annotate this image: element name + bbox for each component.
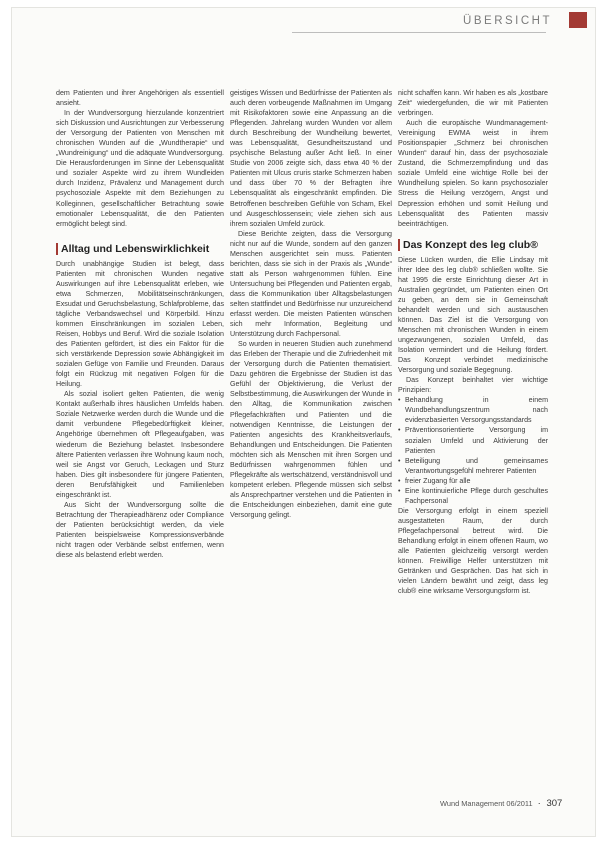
col2-body-paragraph: So wurden in neueren Studien auch zunehmend das Erleben der Therapie und die Zufriedenheit mit der Versorgung durch die Patienten thematisiert. Dazu gehören die Ergebnisse der Studien ist das Gefühl der Objektivierung, die Verlust der Selbstbestimmung, die Auswirkungen der Wunde in den Alltag, die Kommunikation zwischen Pflegefachkräften und Patienten und die notwendigen Kenntnisse, die Leistungen der Patienten angesichts des Krankheitsverlaufs, Behandlungen und Entscheidungen. Die Patienten möchten sich als Menschen mit ihren Sorgen und Bedürfnissen wahrgenommen fühlen und Pflegekräfte als wertschätzend, verständnisvoll und kompetent erleben. Pflegende müssen sich selbst als Ansprechpartner verstehen und die Patienten in die Entscheidungen einbeziehen, damit eine gute Versorgung gelingt. <box>230 340 392 519</box>
column-1 <box>56 88 224 560</box>
list-item: • freier Zugang für alle <box>405 476 548 486</box>
col1-body-paragraph: Als sozial isoliert gelten Patienten, die wenig Kontakt außerhalb ihres häuslichen Umfelds haben. Soziale Netzwerke werden durch die Wunde und die damit verbundene Pflegebedürftigkeit kleiner, Angehörige übernehmen oft Pflegeaufgaben, was wiederum die Beziehung belastet. Insbesondere ältere Patienten verlassen ihre Wohnung kaum noch, weil sie Angst vor Geruch, Leckagen und Sturz haben. Dies gilt insbesondere für jüngere Patienten, deren Berufsfähigkeit und Familienleben eingeschränkt ist. <box>56 390 224 499</box>
col2-body-paragraph: Diese Berichte zeigten, dass die Versorgung nicht nur auf die Wunde, sondern auf den ganzen Menschen ausgerichtet sein muss. Patienten berichten, dass sie sich in der Praxis als „Wunde“ statt als Person wahrgenommen fühlen. Eine Untersuchung bei Pflegenden und Patienten ergab, dass die Kommunikation über Alltagsbelastungen selten stattfindet und Bedürfnisse nur unzureichend erfasst werden. Die meisten Patienten wünschen sich mehr Information, Begleitung und Unterstützung durch Fachpersonal. <box>230 229 392 339</box>
col3-body-paragraph: Das Konzept beinhaltet vier wichtige Prinzipien: <box>398 376 548 395</box>
col3-body-paragraph: Diese Lücken wurden, die Ellie Lindsay mit ihrer Idee des leg club® schließen wollte. Sie hat 1995 die erste Einrichtung dieser Art in Australien gegründet, um Patienten einen Ort zu geben, an dem sie in Gemeinschaft behandelt werden und sich austauschen können. Das Ziel ist die Versorgung von Menschen mit chronischen Wunden in einem ungezwungenen, sozialen Umfeld, das Isolation vermindert und die Heilung fördert. Das Konzept verbindet medizinische Versorgung und soziale Begegnung. <box>398 255 548 375</box>
list-item: • Behandlung in einem Wundbehandlungszentrum nach evidenzbasierten Versorgungsstandards <box>405 395 548 425</box>
col3-outro-paragraph: Die Versorgung erfolgt in einem speziell ausgestatteten Raum, der durch Pflegefachpersonal betreut wird. Die Behandlung erfolgt in einem offenen Raum, wo alle Patienten gleichzeitig versorgt werden können. Freiwillige Helfer unterstützen mit Getränken und Gesprächen. Das hat sich in vielen Ländern bewährt und zeigt, dass leg club® eine wirksame Versorgungsform ist. <box>398 506 548 596</box>
col1-body-paragraph: Durch unabhängige Studien ist belegt, dass Patienten mit chronischen Wunden negative Auswirkungen auf ihre Lebensqualität erleben, wie etwa Schmerzen, Mobilitätseinschränkungen, Exsudat und Geruchsbelastung, Schlafprobleme, das tägliche Verbandswechsel und Körperbild. Hinzu kommen Einschränkungen im sozialen Leben, Reisen, Hobbys und Beruf. Wird die soziale Isolation des Patienten gefördert, ist dies ein Faktor für die sich verstärkende Depression sowie Abhängigkeit im sozialen Gefüge von Familie und Freunden. Daraus folgt ein Rückzug mit negativen Folgen für die Heilung. <box>56 259 224 389</box>
list-item: • Eine kontinuierliche Pflege durch geschultes Fachpersonal <box>405 486 548 506</box>
column-2 <box>230 88 392 520</box>
col1-intro-paragraph: dem Patienten und ihrer Angehörigen als essentiell ansieht. <box>56 89 224 108</box>
col3-intro-paragraph: nicht schaffen kann. Wir haben es als „kostbare Zeit“ wiedergefunden, die wir mit Patienten verbringen. <box>398 89 548 118</box>
col1-body-paragraph: Aus Sicht der Wundversorgung sollte die Betrachtung der Therapieadhärenz oder Compliance der Patienten berücksichtigt werden, da viele Patienten beispielsweise Kompressionsverbände nicht tragen oder Verbände selbst entfernen, wenn diese als belastend erlebt werden. <box>56 500 224 560</box>
col2-body-paragraph: geistiges Wissen und Bedürfnisse der Patienten als auch deren vorbeugende Maßnahmen im Umgang mit Risikofaktoren sowie eine Anpassung an die Pflegenden. Jahrelang wurden Wunden vor allem durch Beschreibung der Wundheilung bewertet, was Lebensqualität, Gesundheitszustand und psychische Belastung außer Acht ließ. In einer Studie von 2006 zeigte sich, dass etwa 40 % der Patienten mit Ulcus cruris starke Schmerzen haben und dass über 70 % der Befragten ihre Lebensqualität als eingeschränkt empfinden. Die Betroffenen beschreiben Gefühle von Scham, Ekel und Ausgeschlossensein; viele ziehen sich aus ihrem sozialen Umfeld zurück. <box>230 89 392 228</box>
header-rule <box>292 32 546 33</box>
list-item: • Beteiligung und gemeinsames Verantwortungsgefühl mehrerer Patienten <box>405 456 548 476</box>
page-number: 307 <box>546 798 563 809</box>
col3-intro-paragraph: Auch die europäische Wundmanagement-Vereinigung EWMA weist in ihrem Positionspapier „Schmerz bei chronischen Wunden“ darauf hin, dass der psychosoziale Zustand, die Schmerzempfindung und das soziale Umfeld eine wichtige Rolle bei der Wundheilung spielen. So kann psychosozialer Stress die Heilung verzögern, Angst und Depression erhöhen und somit Heilung und Lebensqualität des Patienten massiv beeinträchtigen. <box>398 119 548 228</box>
section-title: ÜBERSICHT <box>463 14 552 27</box>
page-footer: Wund Management 06/2011 · 307 <box>440 798 563 809</box>
list-item: • Präventionsorientierte Versorgung im sozialen Umfeld und Aktivierung der Patienten <box>405 425 548 455</box>
section-heading-alltag: Alltag und Lebenswirklichkeit <box>56 243 224 255</box>
section-header <box>292 10 560 31</box>
principles-list <box>398 395 548 506</box>
col1-intro-paragraph: In der Wundversorgung hierzulande konzentriert sich Diskussion und Ausrichtungen zur Verbesserung der Versorgung der Patienten von Menschen mit chronischen Wunden auf die „Wundtherapie“ und „Wundreinigung“ und die adäquate Wundversorgung. Die Herausforderungen im Sinne der Lebensqualität und sozialer Aspekte wird zu ihrem Wundleiden durch Inzidenz, Prävalenz und Management durch psychosoziale Aspekte mit dem Beziehungen zu Kolleginnen, gesellschaftlicher Betrachtung sowie emotionaler Lebensqualität, die den Patienten ermöglicht belegt sind. <box>56 109 224 228</box>
column-3 <box>398 88 548 596</box>
section-heading-legclub: Das Konzept des leg club® <box>398 239 548 251</box>
journal-name: Wund Management 06/2011 <box>440 799 533 808</box>
header-accent-block <box>569 12 587 28</box>
